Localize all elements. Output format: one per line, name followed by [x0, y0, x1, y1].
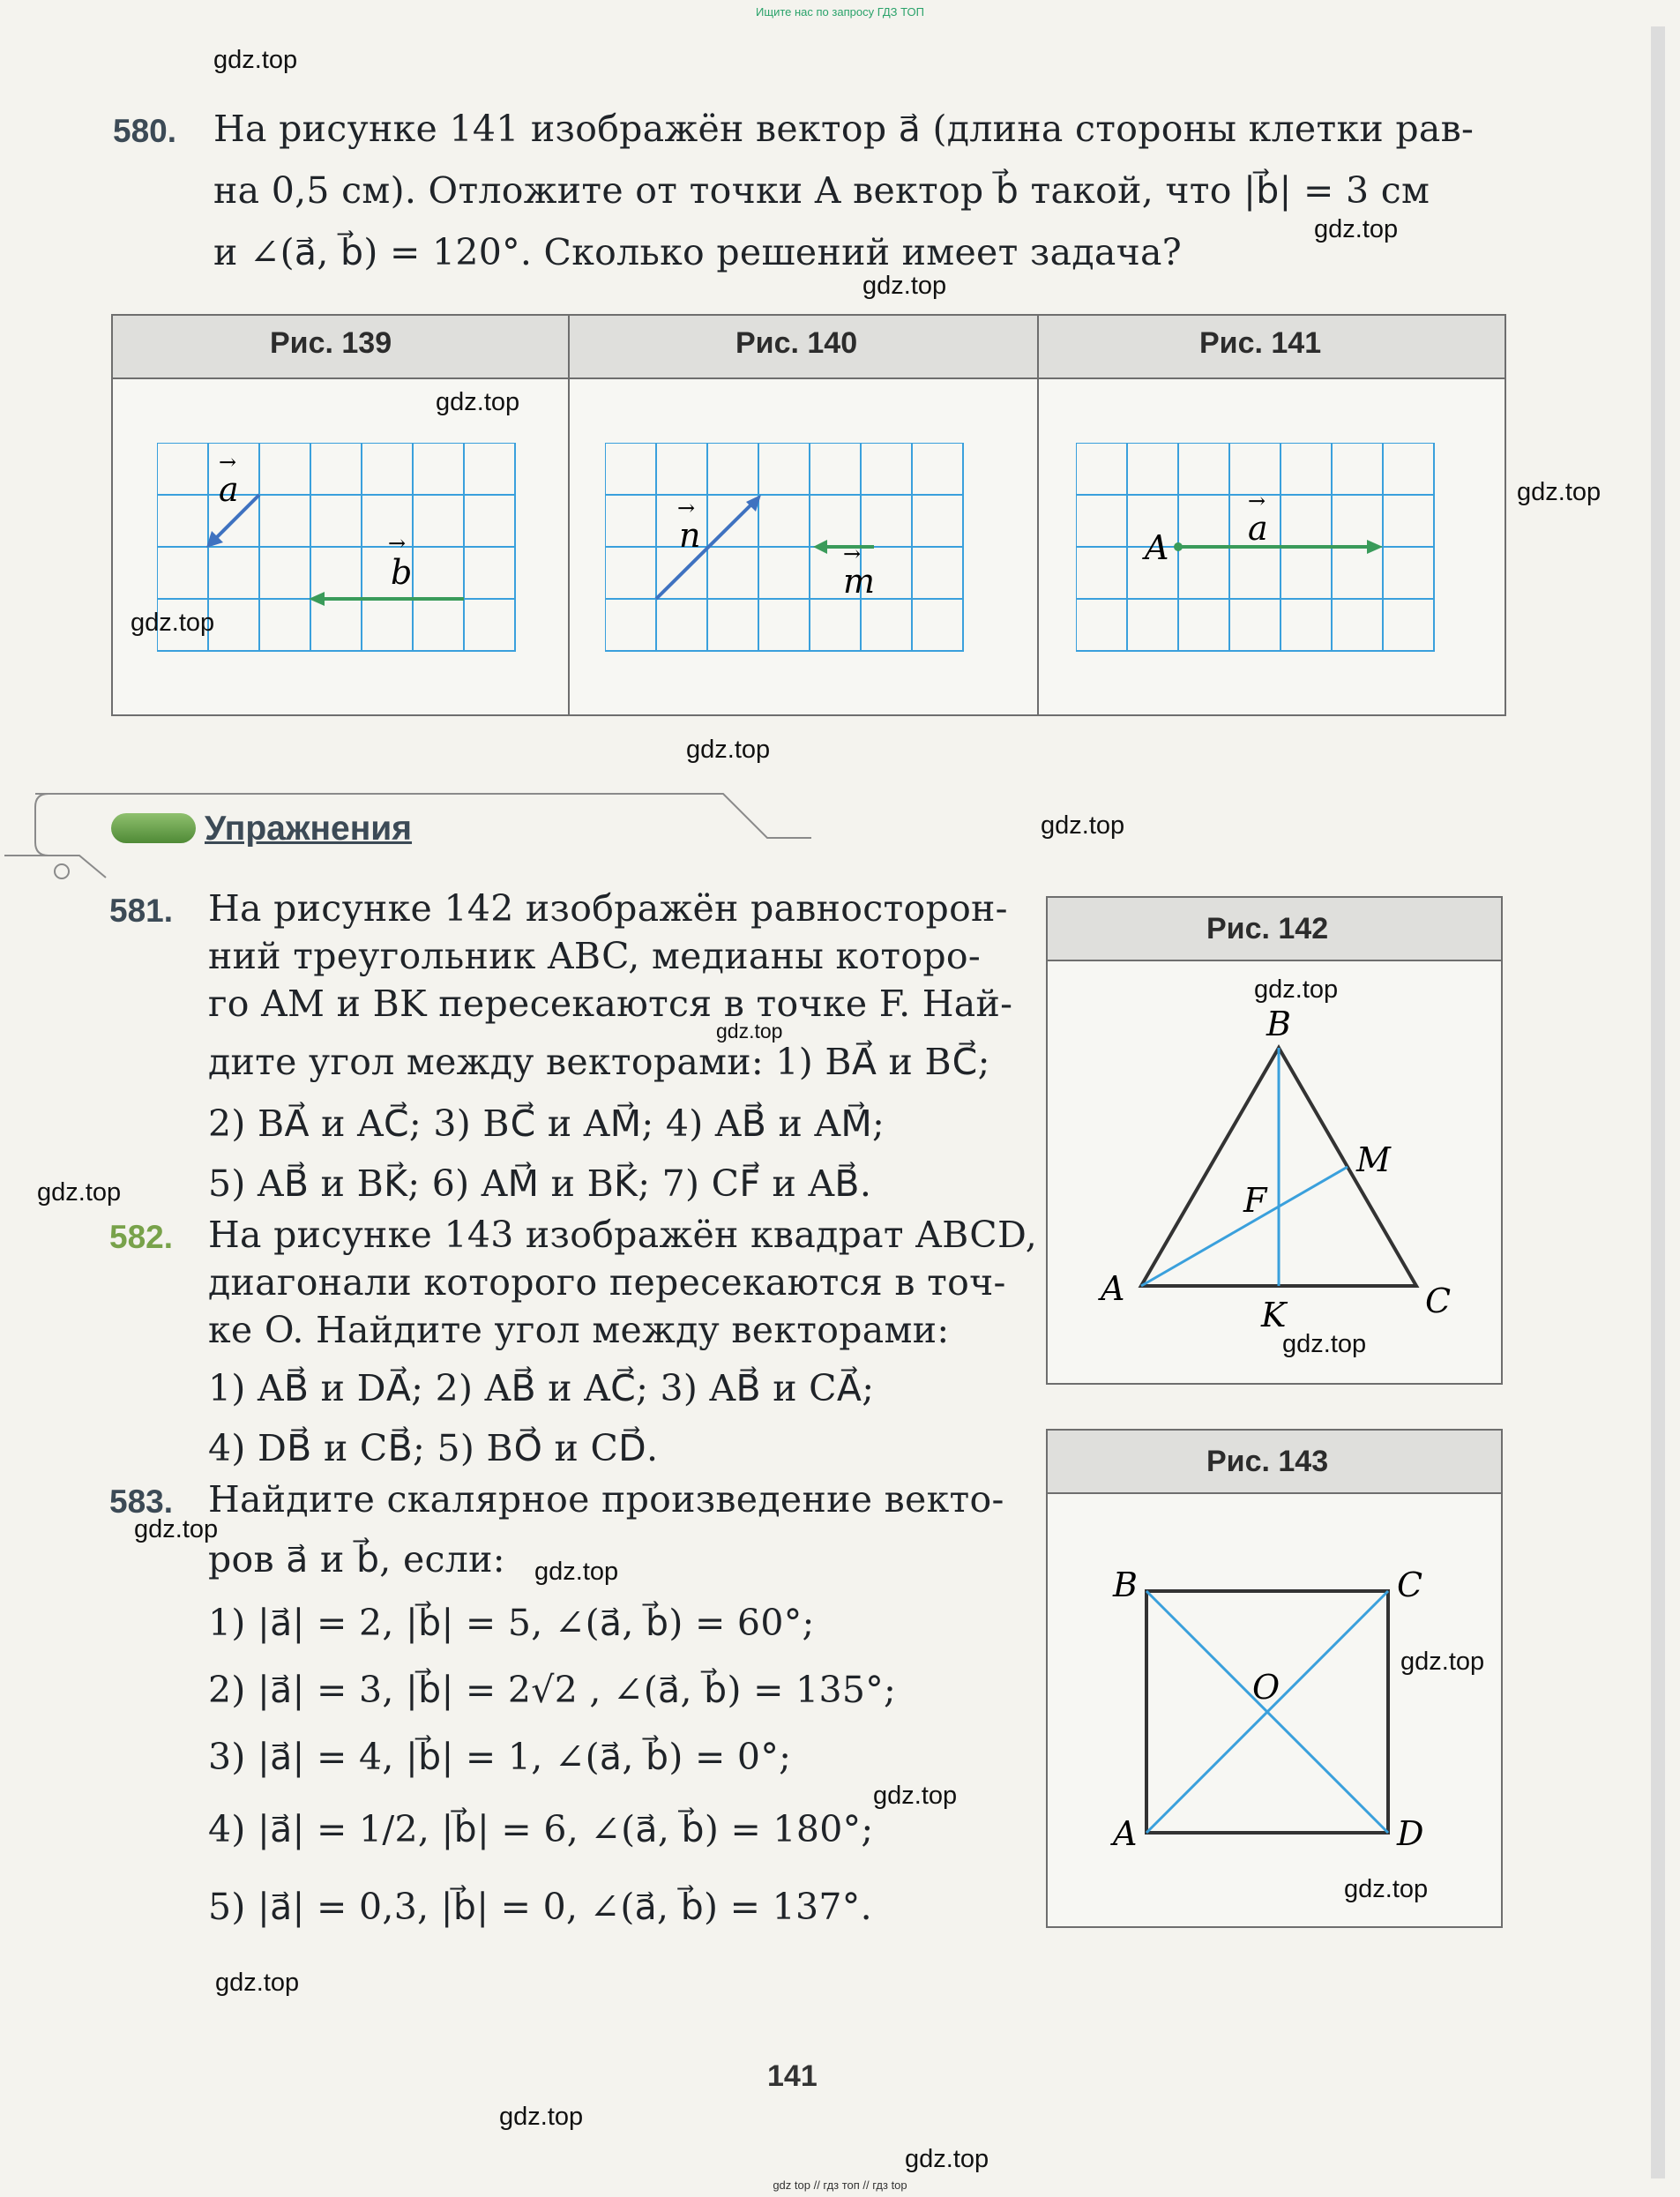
- watermark: gdz.top: [1254, 975, 1339, 1004]
- problem-583-line-1: Найдите скалярное произведение векто-: [208, 1478, 1004, 1521]
- fig143-label-O: O: [1252, 1668, 1281, 1707]
- section-title: Упражнения: [205, 810, 413, 848]
- figures-table: [111, 314, 1506, 716]
- watermark: gdz.top: [436, 388, 520, 416]
- fig143-label-A: A: [1113, 1814, 1138, 1853]
- fig139-header: Рис. 139: [270, 326, 392, 360]
- watermark: gdz.top: [1314, 215, 1399, 243]
- arrow-glyph: →: [843, 542, 862, 566]
- problem-580-line-2: на 0,5 см). Отложите от точки A вектор b⃗ такой, что |b⃗| = 3 см: [213, 169, 1430, 212]
- watermark: gdz.top: [213, 46, 298, 74]
- fig141-label-a: a: [1248, 509, 1268, 548]
- arrow-glyph: →: [1248, 489, 1266, 513]
- problem-581-line-4: дите угол между векторами: 1) BA⃗ и BC⃗;: [208, 1041, 990, 1083]
- problem-583-line-3: 1) |a⃗| = 2, |b⃗| = 5, ∠(a⃗, b⃗) = 60°;: [208, 1602, 815, 1644]
- problem-583-line-2: ров a⃗ и b⃗, если:: [208, 1538, 505, 1580]
- fig142-diagram: [1048, 960, 1501, 1379]
- header-note: Ищите нас по запросу ГДЗ ТОП: [756, 5, 924, 19]
- fig142-box: [1046, 896, 1503, 1385]
- watermark: gdz.top: [499, 2103, 584, 2131]
- problem-582-line-3: ке O. Найдите угол между векторами:: [208, 1309, 950, 1351]
- fig142-label-C: C: [1425, 1282, 1452, 1320]
- problem-582-line-5: 4) DB⃗ и CB⃗; 5) BO⃗ и CD⃗.: [208, 1427, 659, 1469]
- figures-divider: [568, 316, 570, 714]
- fig142-label-K: K: [1261, 1296, 1287, 1334]
- fig140-label-n: n: [679, 516, 701, 555]
- fig143-diagram: [1048, 1492, 1501, 1923]
- problem-583-line-7: 5) |a⃗| = 0,3, |b⃗| = 0, ∠(a⃗, b⃗) = 137°.: [208, 1886, 872, 1928]
- fig143-box: [1046, 1429, 1503, 1928]
- arrow-glyph: →: [677, 496, 696, 520]
- watermark: gdz.top: [534, 1558, 619, 1586]
- watermark: gdz.top: [1344, 1875, 1429, 1903]
- fig139-label-a: a: [219, 470, 239, 509]
- problem-582-line-4: 1) AB⃗ и DA⃗; 2) AB⃗ и AC⃗; 3) AB⃗ и CA⃗;: [208, 1367, 875, 1409]
- problem-581-line-5: 2) BA⃗ и AC⃗; 3) BC⃗ и AM⃗; 4) AB⃗ и AM⃗;: [208, 1102, 885, 1145]
- arrow-glyph: →: [388, 531, 407, 556]
- fig141-diagram: [1076, 443, 1437, 654]
- fig140-diagram: [605, 443, 967, 654]
- watermark: gdz.top: [215, 1969, 300, 1997]
- fig141-label-A: A: [1145, 528, 1169, 567]
- page-edge: [1651, 26, 1665, 2178]
- problem-583-line-5: 3) |a⃗| = 4, |b⃗| = 1, ∠(a⃗, b⃗) = 0°;: [208, 1736, 792, 1778]
- problem-581-line-1: На рисунке 142 изображён равносторон-: [208, 887, 1008, 930]
- figures-divider: [1037, 316, 1039, 714]
- fig143-header: Рис. 143: [1206, 1445, 1329, 1478]
- problem-582-line-1: На рисунке 143 изображён квадрат ABCD,: [208, 1214, 1038, 1256]
- problem-581-number: 581.: [109, 893, 174, 929]
- fig139-label-b: b: [391, 553, 413, 592]
- watermark: gdz.top: [37, 1178, 122, 1207]
- footer-note: gdz top // гдз топ // гдз top: [773, 2178, 907, 2192]
- problem-581-line-3: го AM и BK пересекаются в точке F. Най-: [208, 983, 1013, 1025]
- fig142-label-M: M: [1356, 1140, 1391, 1179]
- problem-580-line-3: и ∠(a⃗, b⃗) = 120°. Сколько решений имеет задача?: [213, 231, 1183, 273]
- problem-583-line-4: 2) |a⃗| = 3, |b⃗| = 2√2 , ∠(a⃗, b⃗) = 135°;: [208, 1669, 897, 1711]
- fig142-label-A: A: [1101, 1269, 1125, 1308]
- watermark: gdz.top: [686, 736, 771, 764]
- problem-581-line-2: ний треугольник ABC, медианы которо-: [208, 935, 982, 977]
- problem-580-number: 580.: [113, 113, 177, 149]
- watermark: gdz.top: [716, 1020, 783, 1042]
- problem-583-line-6: 4) |a⃗| = 1/2, |b⃗| = 6, ∠(a⃗, b⃗) = 180°;: [208, 1808, 874, 1850]
- fig140-header: Рис. 140: [735, 326, 858, 360]
- fig143-label-B: B: [1113, 1566, 1138, 1604]
- fig143-label-C: C: [1397, 1566, 1423, 1604]
- watermark: gdz.top: [1400, 1648, 1485, 1676]
- watermark: gdz.top: [1517, 478, 1602, 506]
- watermark: gdz.top: [131, 609, 215, 637]
- page-number: 141: [767, 2059, 818, 2093]
- problem-580-line-1: На рисунке 141 изображён вектор a⃗ (длина стороны клетки рав-: [213, 108, 1475, 150]
- arrow-glyph: →: [219, 450, 237, 475]
- fig143-label-D: D: [1397, 1814, 1424, 1853]
- watermark: gdz.top: [905, 2145, 989, 2173]
- watermark: gdz.top: [1282, 1330, 1367, 1358]
- fig141-header: Рис. 141: [1199, 326, 1322, 360]
- problem-582-line-2: диагонали которого пересекаются в точ-: [208, 1261, 1006, 1304]
- fig142-header: Рис. 142: [1206, 912, 1329, 945]
- watermark: gdz.top: [862, 272, 947, 300]
- watermark: gdz.top: [134, 1515, 219, 1543]
- fig142-label-B: B: [1266, 1005, 1291, 1043]
- problem-583-number: 583.: [109, 1483, 174, 1520]
- problem-581-line-6: 5) AB⃗ и BK⃗; 6) AM⃗ и BK⃗; 7) CF⃗ и AB⃗.: [208, 1162, 872, 1205]
- watermark: gdz.top: [1041, 811, 1125, 840]
- problem-582-number: 582.: [109, 1219, 174, 1255]
- watermark: gdz.top: [873, 1782, 958, 1810]
- fig142-label-F: F: [1243, 1181, 1267, 1220]
- fig140-label-m: m: [843, 562, 876, 601]
- section-pill-icon: [111, 813, 196, 843]
